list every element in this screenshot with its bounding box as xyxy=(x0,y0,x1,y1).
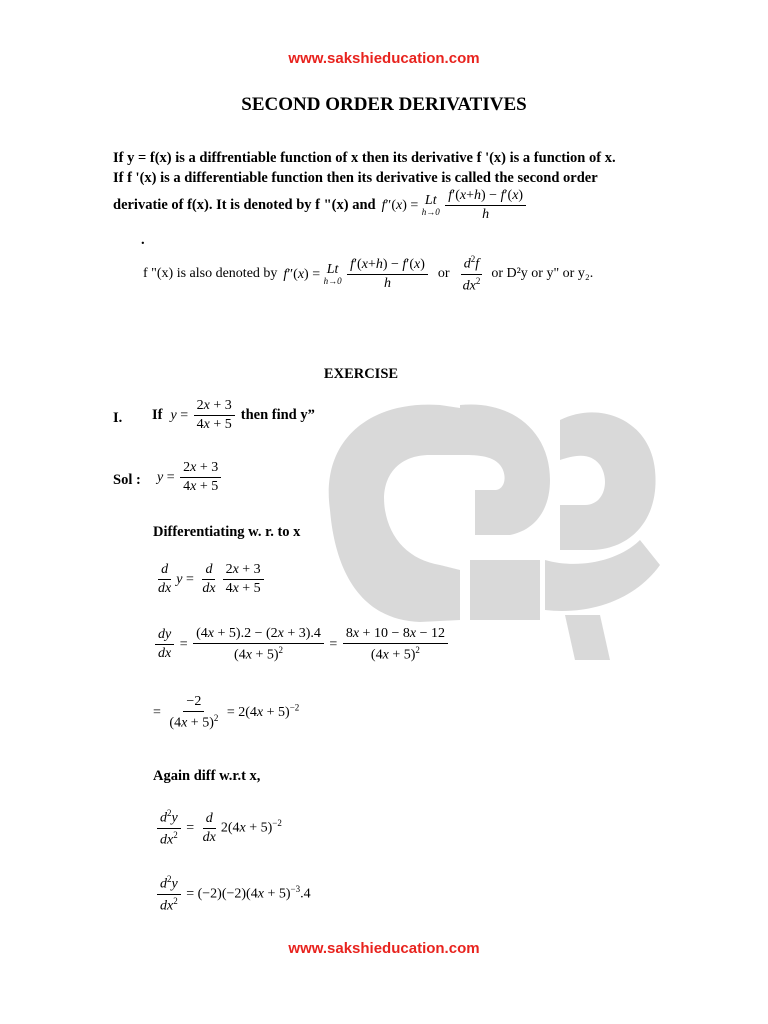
question-number: I. xyxy=(113,410,123,426)
sakshi-logo-watermark xyxy=(310,360,680,660)
step-second-derivative-result: $\frac{d^2y}{dx^2}$ = $(-2)(-2)(4x + 5)^{-3}.4$ xyxy=(155,874,311,915)
exercise-heading: EXERCISE xyxy=(323,366,399,382)
footer-site-link[interactable]: www.sakshieducation.com xyxy=(288,940,480,957)
question-formula: y = $\frac{2x + 3}{4x + 5}$ xyxy=(170,398,236,433)
question-line xyxy=(152,398,315,433)
step-again-diff: Again diff w.r.t x, xyxy=(153,768,261,784)
step-derivative-setup: $\frac{d}{dx}$ y = $\frac{d}{dx}$ $\frac{2x + 3}{4x + 5}$ xyxy=(153,562,266,597)
notation-tail: or D²y or y" or y₂. xyxy=(491,266,594,282)
step-quotient-rule: $\frac{dy}{dx}$ = $\frac{(4x + 5).2 - (2x + 3).4}{(4x + 5)^2}$ = $\frac{8x + 10 - 8x - 12}{(4x + 5)^2}$ xyxy=(153,626,450,664)
notation-lead: f "(x) is also denoted by xyxy=(143,266,278,282)
notation-or: or xyxy=(437,266,450,282)
step-first-derivative-result: = $\frac{-2}{(4x + 5)^2}$ = $2(4x + 5)^{-2}$ xyxy=(153,694,300,731)
step-differentiating: Differentiating w. r. to x xyxy=(153,524,301,540)
intro-line-3-text: derivatie of f(x). It is denoted by f "(x) and xyxy=(113,197,376,214)
solution-label: Sol : xyxy=(113,472,141,488)
second-derivative-limit-formula: f″(x) = Lt h→0 $\frac{f'(x+h) - f'(x)}{h}$ xyxy=(382,188,529,223)
solution-given: y = $\frac{2x + 3}{4x + 5}$ xyxy=(157,460,223,495)
intro-dot: . xyxy=(141,232,145,248)
page-title: SECOND ORDER DERIVATIVES xyxy=(241,94,527,115)
d2f-dx2-fraction: $\frac{d^2f}{dx^2}$ xyxy=(462,254,481,294)
question-then: then find y” xyxy=(240,407,315,424)
intro-line-3 xyxy=(113,188,528,223)
header-site-link[interactable]: www.sakshieducation.com xyxy=(288,50,480,67)
notation-line xyxy=(143,254,593,295)
notation-limit-formula: f″(x) = Lt h→0 $\frac{f'(x+h) - f'(x)}{h}$ xyxy=(283,257,430,292)
step-second-derivative-setup: $\frac{d^2y}{dx^2}$ = $\frac{d}{dx}$ $2(4x + 5)^{-2}$ xyxy=(155,808,282,849)
intro-line-1: If y = f(x) is a diffrentiable function of x then its derivative f '(x) is a function of x. xyxy=(113,150,616,166)
question-if: If xyxy=(152,407,163,424)
intro-line-2: If f '(x) is a differentiable function then its derivative is called the second order xyxy=(113,170,598,186)
